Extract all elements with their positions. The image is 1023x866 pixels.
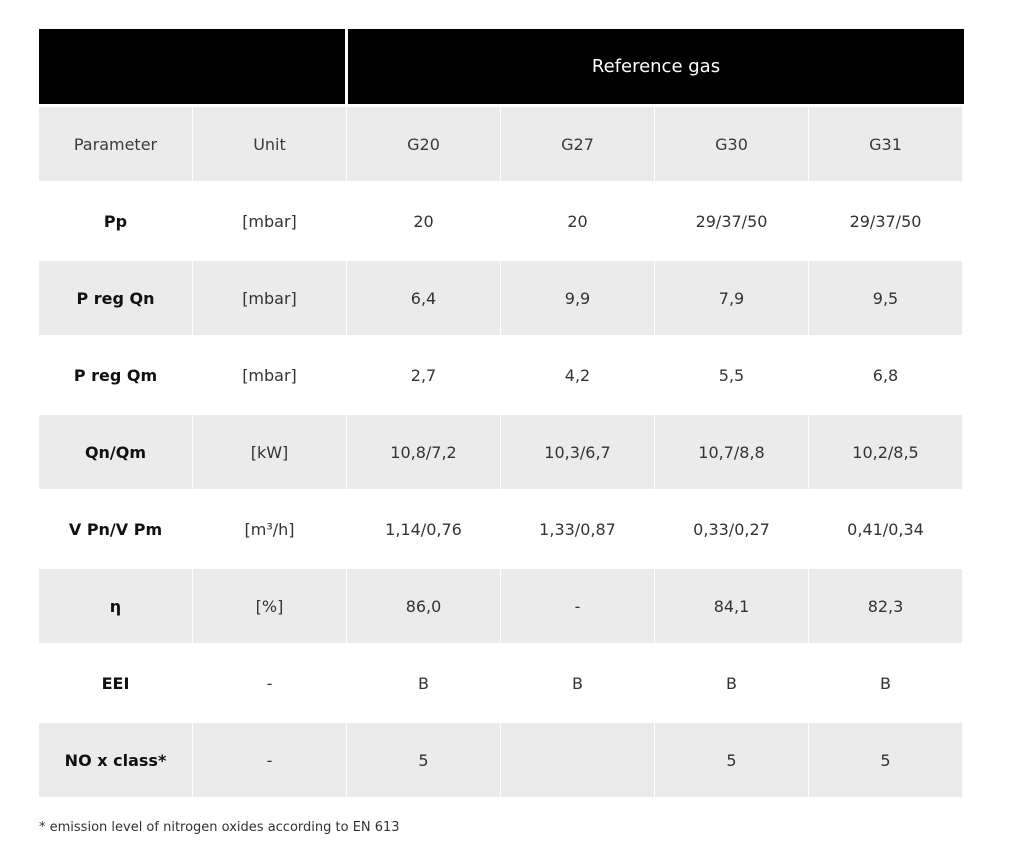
parameter-cell: Qn/Qm	[39, 415, 192, 489]
column-header: Parameter	[39, 107, 192, 181]
value-cell: 86,0	[347, 569, 500, 643]
parameter-cell: EEI	[39, 646, 192, 720]
value-cell: 4,2	[501, 338, 654, 412]
column-header: G31	[809, 107, 962, 181]
parameter-cell: P reg Qn	[39, 261, 192, 335]
table-row	[39, 646, 964, 720]
unit-cell: [%]	[193, 569, 346, 643]
table-row	[39, 723, 964, 797]
value-cell: 10,8/7,2	[347, 415, 500, 489]
column-header: G27	[501, 107, 654, 181]
table-header-row	[39, 29, 964, 104]
value-cell: 20	[501, 184, 654, 258]
value-cell: 5	[655, 723, 808, 797]
value-cell: 29/37/50	[655, 184, 808, 258]
unit-cell: -	[193, 646, 346, 720]
value-cell: 5	[809, 723, 962, 797]
value-cell: B	[347, 646, 500, 720]
gas-parameters-table	[39, 29, 964, 800]
value-cell: 6,8	[809, 338, 962, 412]
value-cell: B	[655, 646, 808, 720]
unit-cell: [mbar]	[193, 261, 346, 335]
table-row	[39, 492, 964, 566]
table-row	[39, 184, 964, 258]
unit-cell: -	[193, 723, 346, 797]
value-cell: 10,3/6,7	[501, 415, 654, 489]
value-cell: 5	[347, 723, 500, 797]
parameter-cell: P reg Qm	[39, 338, 192, 412]
table-row	[39, 261, 964, 335]
value-cell: 5,5	[655, 338, 808, 412]
value-cell: -	[501, 569, 654, 643]
table-row	[39, 569, 964, 643]
value-cell: B	[501, 646, 654, 720]
parameter-cell: NO x class*	[39, 723, 192, 797]
unit-cell: [mbar]	[193, 184, 346, 258]
value-cell: B	[809, 646, 962, 720]
unit-cell: [m³/h]	[193, 492, 346, 566]
value-cell: 2,7	[347, 338, 500, 412]
value-cell: 20	[347, 184, 500, 258]
table-row	[39, 338, 964, 412]
column-header: G20	[347, 107, 500, 181]
value-cell: 9,9	[501, 261, 654, 335]
value-cell: 0,33/0,27	[655, 492, 808, 566]
value-cell: 10,2/8,5	[809, 415, 962, 489]
unit-cell: [kW]	[193, 415, 346, 489]
value-cell: 84,1	[655, 569, 808, 643]
value-cell: 10,7/8,8	[655, 415, 808, 489]
header-blank-cell	[39, 29, 345, 104]
parameter-cell: V Pn/V Pm	[39, 492, 192, 566]
unit-cell: [mbar]	[193, 338, 346, 412]
table-row	[39, 415, 964, 489]
value-cell: 29/37/50	[809, 184, 962, 258]
value-cell	[501, 723, 654, 797]
parameter-cell: η	[39, 569, 192, 643]
value-cell: 82,3	[809, 569, 962, 643]
column-header: G30	[655, 107, 808, 181]
parameter-cell: Pp	[39, 184, 192, 258]
value-cell: 6,4	[347, 261, 500, 335]
value-cell: 9,5	[809, 261, 962, 335]
reference-gas-header: Reference gas	[348, 29, 964, 104]
value-cell: 1,14/0,76	[347, 492, 500, 566]
footnote: * emission level of nitrogen oxides according to EN 613	[39, 820, 400, 835]
column-header: Unit	[193, 107, 346, 181]
value-cell: 0,41/0,34	[809, 492, 962, 566]
value-cell: 7,9	[655, 261, 808, 335]
value-cell: 1,33/0,87	[501, 492, 654, 566]
column-header-row	[39, 107, 964, 181]
